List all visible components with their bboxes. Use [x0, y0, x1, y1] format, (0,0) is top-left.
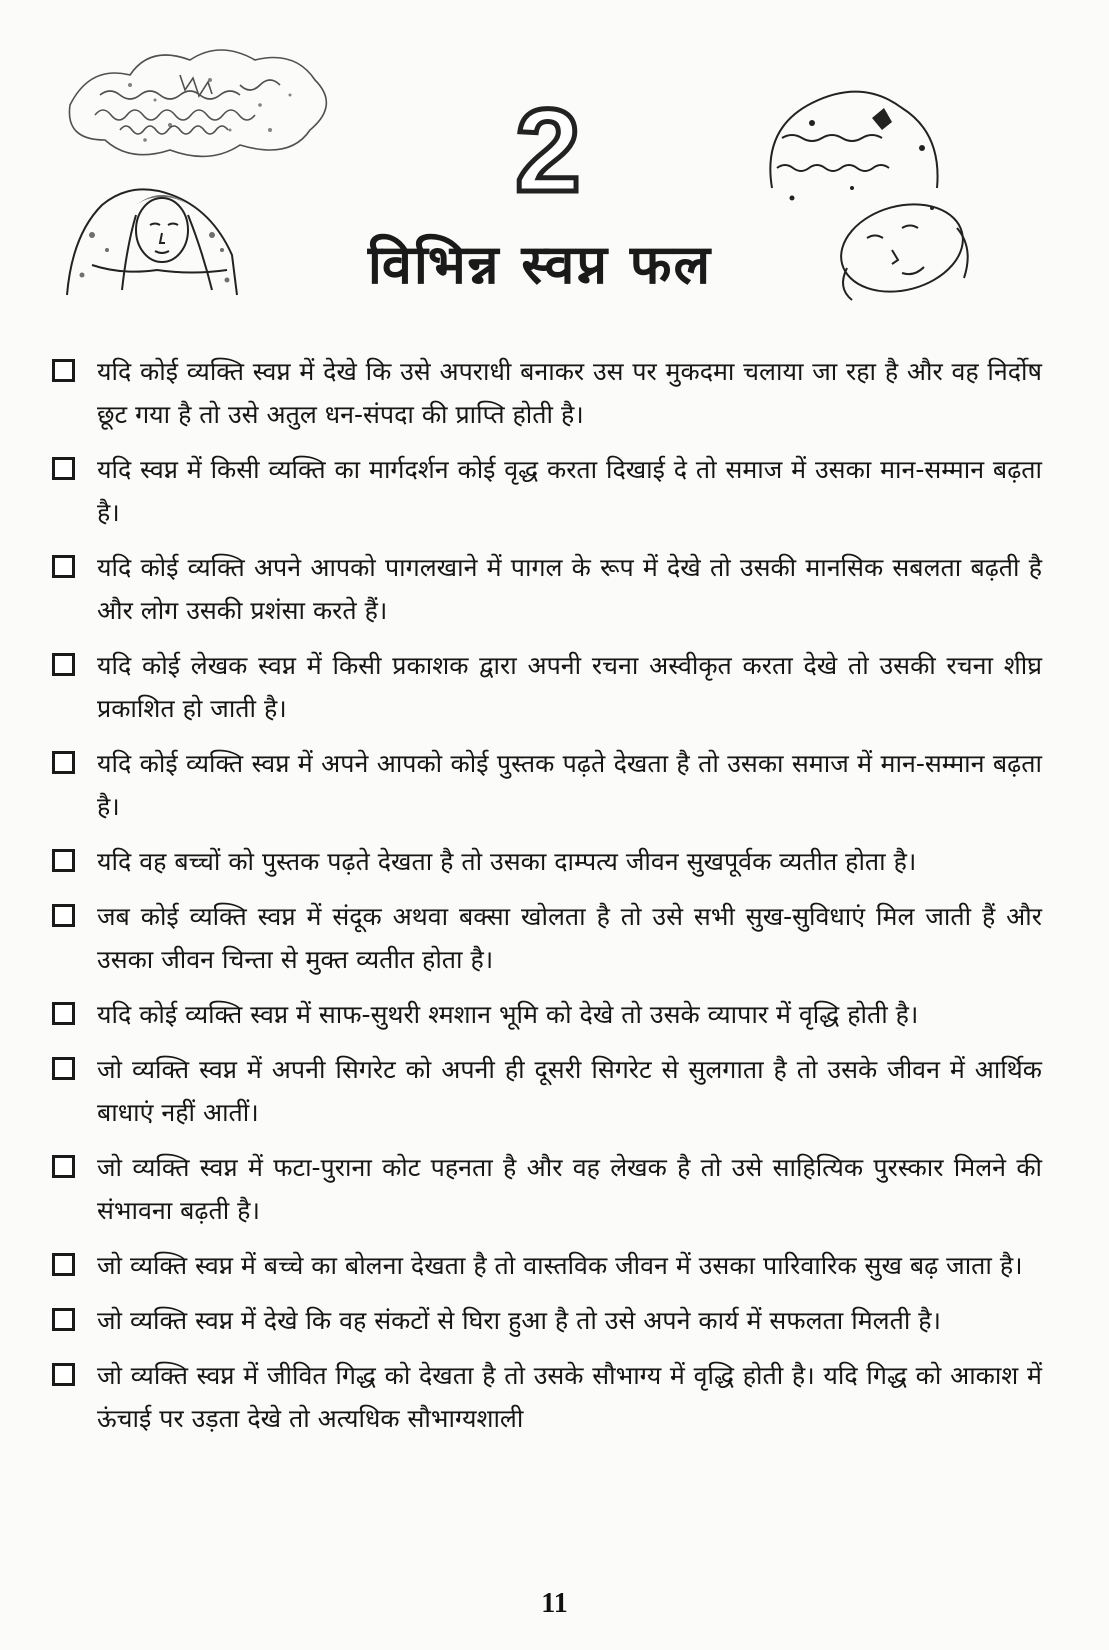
list-item: [52, 895, 1042, 981]
list-item: [52, 742, 1042, 828]
checkbox-bullet-icon: [52, 1308, 75, 1331]
checkbox-bullet-icon: [52, 1253, 75, 1276]
list-item: [52, 1354, 1042, 1440]
list-item: [52, 1299, 1042, 1342]
scribbled-dream-cloud-illustration: [60, 35, 340, 165]
checkbox-bullet-icon: [52, 1363, 75, 1386]
chapter-header: [0, 0, 1109, 330]
dream-results-list: [52, 350, 1042, 1452]
list-item: [52, 1146, 1042, 1232]
checkbox-bullet-icon: [52, 849, 75, 872]
chapter-number: 2: [515, 85, 581, 217]
checkbox-bullet-icon: [52, 904, 75, 927]
list-item: [52, 644, 1042, 730]
checkbox-bullet-icon: [52, 1057, 75, 1080]
list-item-text: जब कोई व्यक्ति स्वप्न में संदूक अथवा बक्सा खोलता है तो उसे सभी सुख-सुविधाएं मिल जाती हैं और उसका जीवन चिन्ता से मुक्त व्यतीत होता है।: [97, 902, 1042, 974]
list-item: [52, 1244, 1042, 1287]
list-item: [52, 993, 1042, 1036]
list-item-text: जो व्यक्ति स्वप्न में जीवित गिद्ध को देखता है तो उसके सौभाग्य में वृद्धि होती है। यदि गिद्ध को आकाश में ऊंचाई पर उड़ता देखे तो अत्यधिक सौभाग्यशाली: [97, 1361, 1042, 1433]
list-item-text: यदि कोई व्यक्ति स्वप्न में साफ-सुथरी श्मशान भूमि को देखे तो उसके व्यापार में वृद्धि होती है।: [97, 1000, 919, 1029]
page-number: 11: [541, 1588, 568, 1619]
list-item-text: यदि वह बच्चों को पुस्तक पढ़ते देखता है तो उसका दाम्पत्य जीवन सुखपूर्वक व्यतीत होता है।: [97, 847, 917, 876]
checkbox-bullet-icon: [52, 1155, 75, 1178]
checkbox-bullet-icon: [52, 457, 75, 480]
list-item: [52, 1048, 1042, 1134]
list-item-text: जो व्यक्ति स्वप्न में बच्चे का बोलना देखता है तो वास्तविक जीवन में उसका पारिवारिक सुख बढ़ जाता है।: [97, 1251, 1023, 1280]
list-item-text: जो व्यक्ति स्वप्न में फटा-पुराना कोट पहनता है और वह लेखक है तो उसे साहित्यिक पुरस्कार मिलने की संभावना बढ़ती है।: [97, 1153, 1042, 1225]
sleeping-woman-illustration: [62, 175, 242, 300]
list-item-text: जो व्यक्ति स्वप्न में देखे कि वह संकटों से घिरा हुआ है तो उसे अपने कार्य में सफलता मिलती है।: [97, 1306, 942, 1335]
list-item-text: यदि कोई व्यक्ति अपने आपको पागलखाने में पागल के रूप में देखे तो उसकी मानसिक सबलता बढ़ती है और लोग उसकी प्रशंसा करते हैं।: [97, 553, 1042, 625]
list-item-text: यदि कोई लेखक स्वप्न में किसी प्रकाशक द्वारा अपनी रचना अस्वीकृत करता देखे तो उसकी रचना शीघ्र प्रकाशित हो जाती है।: [97, 651, 1042, 723]
chapter-title: विभिन्न स्वप्न फल: [367, 233, 713, 296]
checkbox-bullet-icon: [52, 555, 75, 578]
sleeping-man-illustration: [752, 78, 982, 303]
list-item-text: यदि स्वप्न में किसी व्यक्ति का मार्गदर्शन कोई वृद्ध करता दिखाई दे तो समाज में उसका मान-सम्मान बढ़ता है।: [97, 455, 1042, 527]
list-item-text: यदि कोई व्यक्ति स्वप्न में अपने आपको कोई पुस्तक पढ़ते देखता है तो उसका समाज में मान-सम्मान बढ़ता है।: [97, 749, 1042, 821]
list-item: [52, 840, 1042, 883]
list-item-text: यदि कोई व्यक्ति स्वप्न में देखे कि उसे अपराधी बनाकर उस पर मुकदमा चलाया जा रहा है और वह निर्दोष छूट गया है तो उसे अतुल धन-संपदा की प्राप्ति होती है।: [97, 357, 1042, 429]
checkbox-bullet-icon: [52, 1002, 75, 1025]
list-item: [52, 350, 1042, 436]
checkbox-bullet-icon: [52, 653, 75, 676]
checkbox-bullet-icon: [52, 359, 75, 382]
checkbox-bullet-icon: [52, 751, 75, 774]
list-item: [52, 448, 1042, 534]
list-item: [52, 546, 1042, 632]
list-item-text: जो व्यक्ति स्वप्न में अपनी सिगरेट को अपनी ही दूसरी सिगरेट से सुलगाता है तो उसके जीवन में आर्थिक बाधाएं नहीं आतीं।: [97, 1055, 1042, 1127]
